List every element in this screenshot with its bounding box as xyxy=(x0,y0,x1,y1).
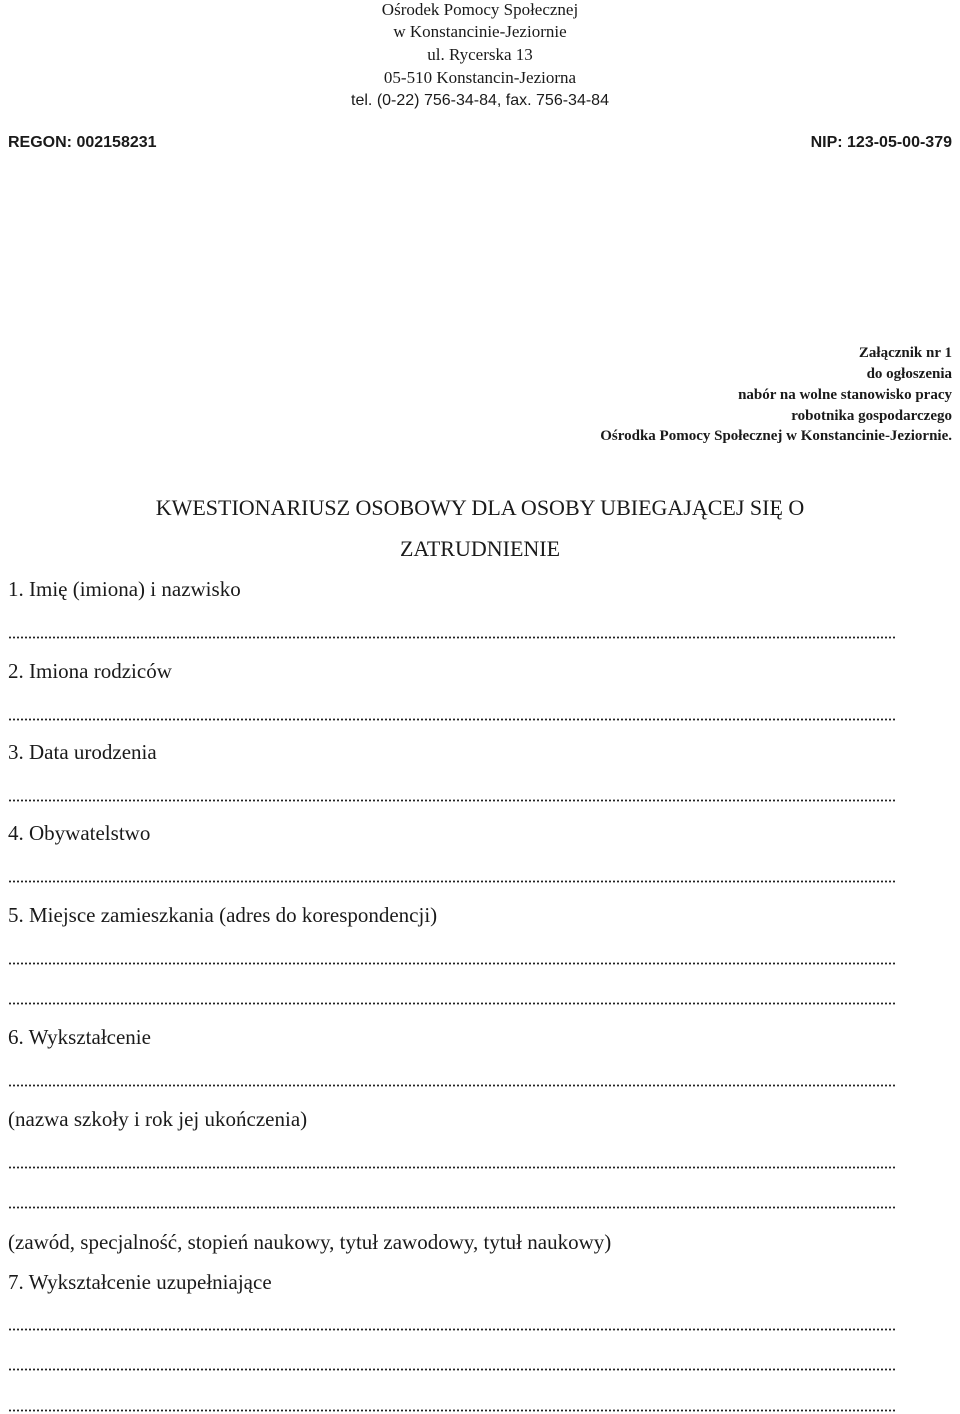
answer-line-citizenship[interactable] xyxy=(8,880,896,883)
answer-line-education-3[interactable] xyxy=(8,1206,896,1209)
question-education: 6. Wykształcenie xyxy=(8,1025,151,1049)
form-title: KWESTIONARIUSZ OSOBOWY DLA OSOBY UBIEGAJĄCEJ SIĘ O xyxy=(155,495,805,520)
annex-recruitment: nabór na wolne stanowisko pracy xyxy=(738,387,952,403)
education-profession-note: (zawód, specjalność, stopień naukowy, tytuł zawodowy, tytuł naukowy) xyxy=(8,1230,612,1254)
question-additional-education: 7. Wykształcenie uzupełniające xyxy=(8,1270,272,1294)
annex-position: robotnika gospodarczego xyxy=(791,408,952,424)
nip-number: NIP: 123-05-00-379 xyxy=(810,134,952,151)
annex-number: Załącznik nr 1 xyxy=(858,345,952,361)
question-birth-date: 3. Data urodzenia xyxy=(8,740,157,764)
answer-line-education-1[interactable] xyxy=(8,1084,896,1087)
org-city: 05-510 Konstancin-Jeziorna xyxy=(383,68,577,87)
answer-line-address-1[interactable] xyxy=(8,962,896,965)
answer-line-additional-education-3[interactable] xyxy=(8,1409,896,1412)
org-name-line1: Ośrodek Pomocy Społecznej xyxy=(381,0,579,19)
answer-line-education-2[interactable] xyxy=(8,1166,896,1169)
form-title-continued: ZATRUDNIENIE xyxy=(399,536,561,561)
annex-institution: Ośrodka Pomocy Społecznej w Konstancinie-Jeziornie. xyxy=(600,428,952,444)
question-address: 5. Miejsce zamieszkania (adres do korespondencji) xyxy=(8,903,438,927)
question-citizenship: 4. Obywatelstwo xyxy=(8,821,151,845)
education-school-note: (nazwa szkoły i rok jej ukończenia) xyxy=(8,1107,308,1131)
answer-line-address-2[interactable] xyxy=(8,1002,896,1005)
question-name: 1. Imię (imiona) i nazwisko xyxy=(8,577,241,601)
org-street: ul. Rycerska 13 xyxy=(427,45,533,64)
regon-number: REGON: 002158231 xyxy=(8,134,157,151)
annex-ref: do ogłoszenia xyxy=(866,366,952,382)
answer-line-additional-education-1[interactable] xyxy=(8,1328,896,1331)
question-parents-names: 2. Imiona rodziców xyxy=(8,659,172,683)
org-name-line2: w Konstancinie-Jeziornie xyxy=(393,22,567,41)
answer-line-parents-names[interactable] xyxy=(8,718,896,721)
answer-line-birth-date[interactable] xyxy=(8,799,896,802)
org-phone: tel. (0-22) 756-34-84, fax. 756-34-84 xyxy=(351,92,609,109)
answer-line-name[interactable] xyxy=(8,636,896,639)
answer-line-additional-education-2[interactable] xyxy=(8,1368,896,1371)
